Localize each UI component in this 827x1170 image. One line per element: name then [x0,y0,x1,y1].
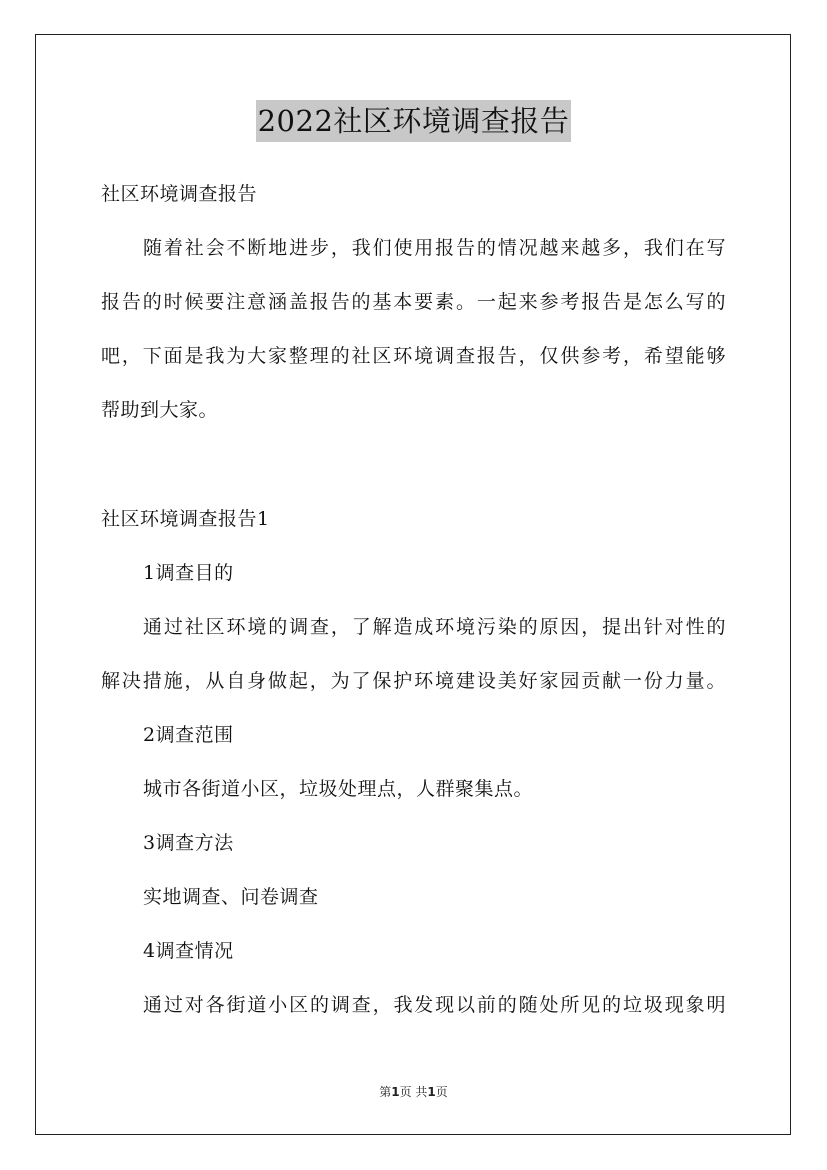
page-footer [0,1084,827,1100]
intro-line-2: 报告的时候要注意涵盖报告的基本要素。一起来参考报告是怎么写的 [101,291,726,313]
item-heading-purpose: 1调查目的 [143,562,234,584]
document-title: 2022社区环境调查报告 [256,100,572,142]
item-body-scope: 城市各街道小区，垃圾处理点，人群聚集点。 [143,778,534,800]
document-subtitle: 社区环境调查报告 [101,183,258,205]
item-body-purpose-line-1: 通过社区环境的调查，了解造成环境污染的原因，提出针对性的 [143,616,726,638]
intro-line-1: 随着社会不断地进步，我们使用报告的情况越来越多，我们在写 [143,237,726,259]
footer-suffix: 页 [435,1085,448,1099]
item-body-situation-line-1: 通过对各街道小区的调查，我发现以前的随处所见的垃圾现象明 [143,994,726,1016]
footer-page-number: 1 [391,1085,400,1099]
section-heading: 社区环境调查报告1 [101,508,270,530]
item-body-purpose-line-2: 解决措施，从自身做起，为了保护环境建设美好家园贡献一份力量。 [101,670,726,692]
item-body-method: 实地调查、问卷调查 [143,886,319,908]
item-heading-scope: 2调查范围 [143,724,234,746]
item-heading-method: 3调查方法 [143,832,234,854]
title-container [0,100,827,142]
footer-mid: 页 共 [399,1085,428,1099]
intro-line-3: 吧，下面是我为大家整理的社区环境调查报告，仅供参考，希望能够 [101,345,726,367]
item-heading-situation: 4调查情况 [143,940,234,962]
intro-line-4: 帮助到大家。 [101,399,219,421]
footer-total-pages: 1 [427,1085,436,1099]
footer-prefix: 第 [379,1085,392,1099]
